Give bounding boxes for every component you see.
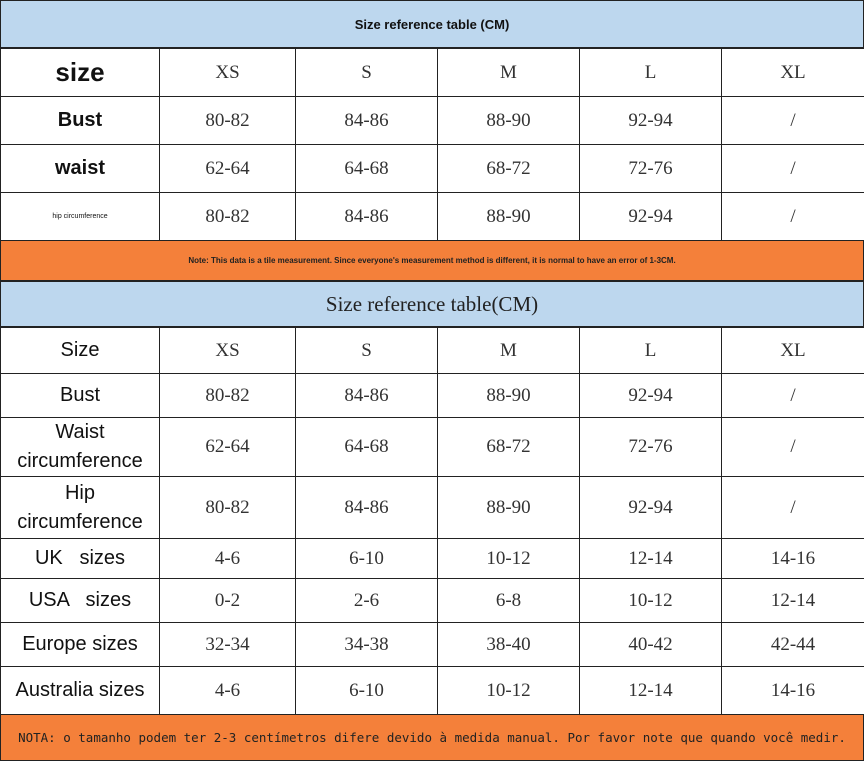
table-cell: 34-38 — [296, 623, 438, 667]
row-label: Bust — [1, 97, 160, 145]
table-cell: 92-94 — [580, 193, 722, 241]
table-cell: 12-14 — [580, 539, 722, 579]
table-cell: 32-34 — [160, 623, 296, 667]
table-cell: 38-40 — [438, 623, 580, 667]
table-cell: 92-94 — [580, 374, 722, 418]
table-header-row — [1, 49, 864, 97]
table-cell: 6-8 — [438, 579, 580, 623]
table-row — [1, 539, 864, 579]
table-cell: 0-2 — [160, 579, 296, 623]
table1-title: Size reference table (CM) — [0, 0, 864, 48]
table-row — [1, 97, 864, 145]
row-header: size — [1, 49, 160, 97]
table-cell: 92-94 — [580, 477, 722, 539]
column-header: XS — [160, 49, 296, 97]
row-label: USA sizes — [1, 579, 160, 623]
table-cell: 10-12 — [438, 667, 580, 715]
table-cell: 10-12 — [580, 579, 722, 623]
table-cell: 72-76 — [580, 145, 722, 193]
table-cell: 4-6 — [160, 667, 296, 715]
table1-note: Note: This data is a tile measurement. Since everyone's measurement method is different, it is normal to have an error of 1-3CM. — [0, 240, 864, 281]
table-row — [1, 667, 864, 715]
table-cell: 40-42 — [580, 623, 722, 667]
table-cell: 68-72 — [438, 418, 580, 477]
row-label: waist — [1, 145, 160, 193]
table-cell: / — [722, 145, 864, 193]
table-row — [1, 579, 864, 623]
table-cell: 62-64 — [160, 418, 296, 477]
table-cell: 88-90 — [438, 193, 580, 241]
table-cell: 80-82 — [160, 193, 296, 241]
table-row — [1, 193, 864, 241]
table-row — [1, 623, 864, 667]
table-cell: 68-72 — [438, 145, 580, 193]
column-header: XL — [722, 49, 864, 97]
table-cell: 88-90 — [438, 374, 580, 418]
table-cell: 4-6 — [160, 539, 296, 579]
table-row — [1, 374, 864, 418]
table2-title: Size reference table(CM) — [0, 281, 864, 327]
table-cell: 80-82 — [160, 374, 296, 418]
table-cell: 42-44 — [722, 623, 864, 667]
table-cell: 10-12 — [438, 539, 580, 579]
size-table-2 — [0, 327, 864, 715]
row-header: Size — [1, 328, 160, 374]
table-cell: 72-76 — [580, 418, 722, 477]
table-cell: 14-16 — [722, 667, 864, 715]
table-cell: 12-14 — [580, 667, 722, 715]
table2-note: NOTA: o tamanho podem ter 2-3 centímetros difere devido à medida manual. Por favor note que quando você medir. — [0, 714, 864, 761]
table-cell: 92-94 — [580, 97, 722, 145]
column-header: L — [580, 49, 722, 97]
column-header: L — [580, 328, 722, 374]
table-cell: / — [722, 418, 864, 477]
row-label: UK sizes — [1, 539, 160, 579]
table-cell: 88-90 — [438, 97, 580, 145]
table-cell: 84-86 — [296, 97, 438, 145]
table-header-row — [1, 328, 864, 374]
row-label: hip circumference — [1, 193, 160, 241]
column-header: S — [296, 328, 438, 374]
table-cell: 80-82 — [160, 97, 296, 145]
table-cell: 12-14 — [722, 579, 864, 623]
column-header: S — [296, 49, 438, 97]
column-header: M — [438, 328, 580, 374]
table-cell: 84-86 — [296, 193, 438, 241]
size-table-1 — [0, 48, 864, 241]
table-cell: 80-82 — [160, 477, 296, 539]
row-label: Hip circumference — [1, 477, 160, 539]
table-cell: 64-68 — [296, 145, 438, 193]
table-cell: 2-6 — [296, 579, 438, 623]
table-cell: 14-16 — [722, 539, 864, 579]
column-header: XS — [160, 328, 296, 374]
table-cell: 88-90 — [438, 477, 580, 539]
row-label: Waist circumference — [1, 418, 160, 477]
table-row — [1, 418, 864, 477]
table-cell: 84-86 — [296, 477, 438, 539]
table-cell: 6-10 — [296, 667, 438, 715]
table-cell: / — [722, 374, 864, 418]
table-cell: 62-64 — [160, 145, 296, 193]
row-label: Europe sizes — [1, 623, 160, 667]
column-header: XL — [722, 328, 864, 374]
table-row — [1, 477, 864, 539]
row-label: Bust — [1, 374, 160, 418]
table-cell: 6-10 — [296, 539, 438, 579]
table-cell: / — [722, 477, 864, 539]
table-cell: / — [722, 193, 864, 241]
table-row — [1, 145, 864, 193]
table-cell: / — [722, 97, 864, 145]
table-cell: 64-68 — [296, 418, 438, 477]
table-cell: 84-86 — [296, 374, 438, 418]
row-label: Australia sizes — [1, 667, 160, 715]
column-header: M — [438, 49, 580, 97]
